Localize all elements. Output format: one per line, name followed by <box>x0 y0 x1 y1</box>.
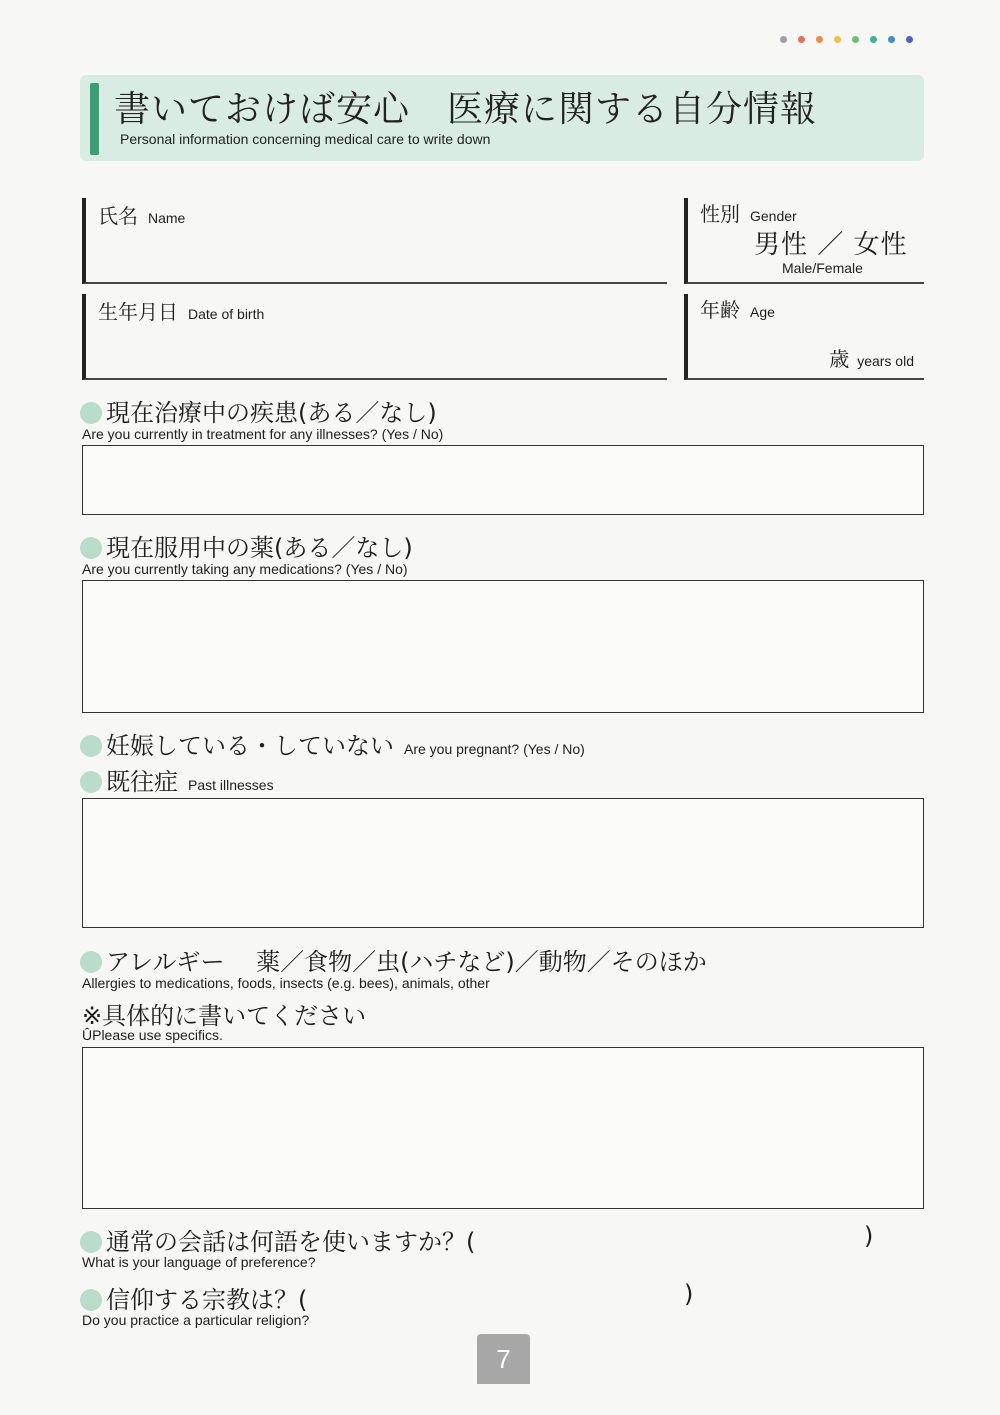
bullet-icon <box>80 1231 102 1253</box>
age-label: 年齢 Age <box>700 298 775 322</box>
color-dot <box>780 36 787 43</box>
allergy-note-en: ÛPlease use specifics. <box>82 1027 223 1043</box>
page-number: 7 <box>477 1334 530 1384</box>
gender-label: 性別 Gender <box>700 202 797 226</box>
bullet-icon <box>80 537 102 559</box>
illness-heading-en: Are you currently in treatment for any illnesses? (Yes / No) <box>82 426 444 442</box>
bullet-icon <box>80 771 102 793</box>
gender-options-en: Male/Female <box>782 260 863 276</box>
age-unit: 歳 years old <box>829 347 914 371</box>
gender-field[interactable] <box>684 198 924 284</box>
header-banner <box>80 75 924 161</box>
bullet-icon <box>80 735 102 757</box>
dob-field[interactable] <box>82 294 667 380</box>
language-heading-en: What is your language of preference? <box>82 1254 316 1270</box>
color-dots <box>780 36 913 43</box>
bullet-icon <box>80 402 102 424</box>
allergy-input-box[interactable] <box>82 1047 924 1209</box>
color-dot <box>888 36 895 43</box>
past-illness-heading: 既往症 Past illnesses <box>80 762 274 797</box>
color-dot <box>906 36 913 43</box>
allergy-heading: アレルギー 薬／食物／虫(ハチなど)／動物／そのほか <box>80 942 707 977</box>
past-illness-input-box[interactable] <box>82 798 924 928</box>
color-dot <box>852 36 859 43</box>
medication-heading-en: Are you currently taking any medications? (Yes / No) <box>82 561 408 577</box>
gender-options[interactable]: 男性 ／ 女性 <box>754 230 908 260</box>
religion-heading-en: Do you practice a particular religion? <box>82 1312 310 1328</box>
pregnancy-heading[interactable]: 妊娠している・していない Are you pregnant? (Yes / No) <box>80 726 585 761</box>
color-dot <box>834 36 841 43</box>
color-dot <box>798 36 805 43</box>
age-field[interactable] <box>684 294 924 380</box>
illness-input-box[interactable] <box>82 445 924 515</box>
bullet-icon <box>80 951 102 973</box>
color-dot <box>816 36 823 43</box>
allergy-heading-en: Allergies to medications, foods, insects (e.g. bees), animals, other <box>82 975 490 991</box>
bullet-icon <box>80 1289 102 1311</box>
banner-accent-bar <box>90 83 99 155</box>
illness-heading: 現在治療中の疾患(ある／なし) <box>80 393 437 428</box>
medication-input-box[interactable] <box>82 580 924 713</box>
page-subtitle: Personal information concerning medical care to write down <box>120 131 491 147</box>
language-heading: 通常の会話は何語を使いますか？( <box>80 1222 475 1257</box>
medication-heading: 現在服用中の薬(ある／なし) <box>80 528 413 563</box>
color-dot <box>870 36 877 43</box>
allergy-note: ※具体的に書いてください <box>82 1002 367 1030</box>
name-field[interactable] <box>82 198 667 284</box>
language-close-paren: ) <box>864 1222 874 1250</box>
religion-close-paren: ) <box>684 1280 694 1308</box>
page-title: 書いておけば安心 医療に関する自分情報 <box>114 89 818 130</box>
name-label: 氏名 Name <box>98 204 186 228</box>
religion-heading: 信仰する宗教は？( <box>80 1280 307 1315</box>
dob-label: 生年月日 Date of birth <box>98 300 265 324</box>
